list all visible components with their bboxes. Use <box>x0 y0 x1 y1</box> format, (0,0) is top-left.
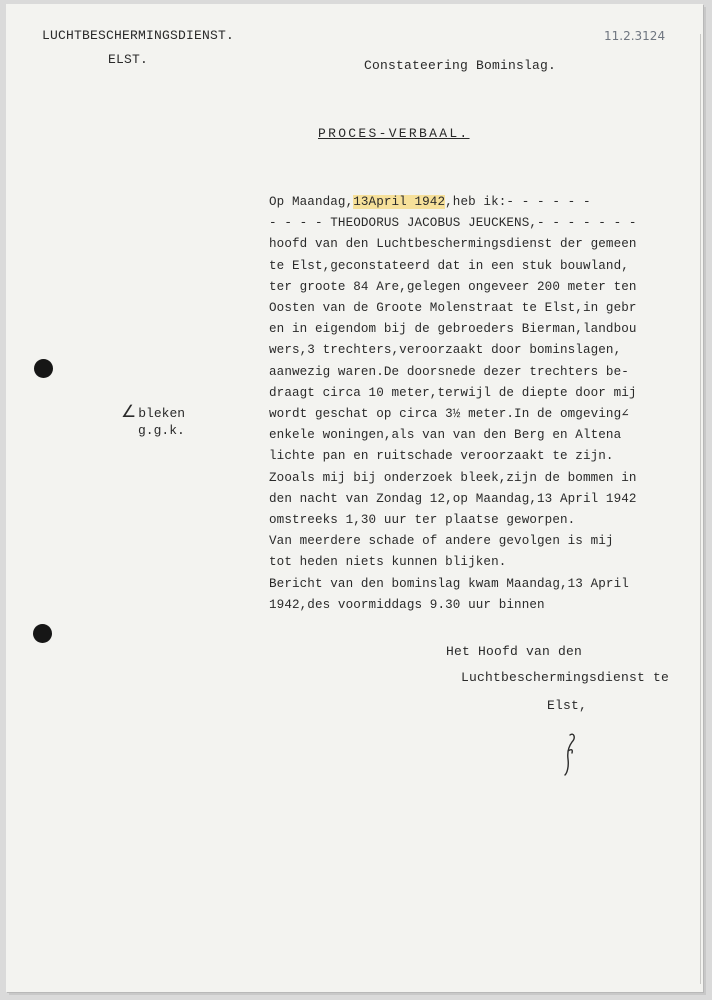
body-text: den nacht van Zondag 12,op Maandag,13 April 1942 <box>269 491 637 506</box>
signature-line2: Luchtbeschermingsdienst te <box>461 670 670 685</box>
body-line <box>269 595 699 616</box>
signature-line3: Elst, <box>547 698 588 713</box>
page-edge <box>700 34 701 984</box>
body-line <box>269 319 699 340</box>
signature-line1: Het Hoofd van den <box>446 644 583 659</box>
body-text: te Elst,geconstateerd dat in een stuk bouwland, <box>269 258 629 273</box>
insertion-mark-icon: ∠ <box>121 402 137 422</box>
body-line <box>269 574 699 595</box>
body-text: wers,3 trechters,veroorzaakt door bominslagen, <box>269 343 622 358</box>
body-text: Oosten van de Groote Molenstraat te Elst,in gebr <box>269 301 637 316</box>
body-line <box>269 234 699 255</box>
document-subject: Constateering Bominslag. <box>364 58 557 73</box>
body-text: omstreeks 1,30 uur ter plaatse geworpen. <box>269 513 576 528</box>
body-text: hoofd van den Luchtbeschermingsdienst der gemeen <box>269 237 637 252</box>
body-line <box>269 298 699 319</box>
body-text: wordt geschat op circa 3½ meter.In de omgeving∠ <box>269 407 629 422</box>
body-text: Bericht van den bominslag kwam Maandag,13 April <box>269 576 629 591</box>
body-text: en in eigendom bij de gebroeders Bierman,landbou <box>269 322 637 337</box>
body-line <box>269 256 699 277</box>
margin-note <box>121 404 185 439</box>
body-text: aanwezig waren.De doorsnede dezer trechters be- <box>269 364 629 379</box>
body-line <box>269 362 699 383</box>
punch-hole-bottom <box>33 624 52 643</box>
body-line <box>269 468 699 489</box>
margin-note-line1: bleken <box>138 406 186 421</box>
body-text: Zooals mij bij onderzoek bleek,zijn de bommen in <box>269 470 637 485</box>
body-line <box>269 446 699 467</box>
body-text: enkele woningen,als van van den Berg en Altena <box>269 428 622 443</box>
body-line <box>269 404 699 425</box>
body-text: Op Maandag, <box>269 195 354 209</box>
body-line <box>269 192 699 213</box>
body-line <box>269 425 699 446</box>
handwritten-signature <box>554 729 584 779</box>
margin-note-line2: g.g.k. <box>138 423 185 438</box>
body-line <box>269 383 699 404</box>
body-line <box>269 510 699 531</box>
document-title: PROCES-VERBAAL. <box>318 126 470 141</box>
body-text: - - - - THEODORUS JACOBUS JEUCKENS,- - - - - - - <box>269 216 637 231</box>
body-line <box>269 489 699 510</box>
body-text: draagt circa 10 meter,terwijl de diepte door mij <box>269 385 637 400</box>
document-page <box>6 4 703 992</box>
sender-name: LUCHTBESCHERMINGSDIENST. <box>42 28 235 43</box>
report-body <box>269 192 699 616</box>
archive-number: 11.2.3124 <box>604 29 666 43</box>
body-text: Van meerdere schade of andere gevolgen is mij <box>269 534 614 549</box>
body-text: ter groote 84 Are,gelegen ongeveer 200 meter ten <box>269 279 637 294</box>
body-text: lichte pan en ruitschade veroorzaakt te zijn. <box>269 449 614 464</box>
body-text: 1942,des voormiddags 9.30 uur binnen <box>269 597 545 612</box>
highlighted-date: 13April 1942 <box>353 195 446 209</box>
body-line <box>269 552 699 573</box>
body-line <box>269 277 699 298</box>
body-line <box>269 531 699 552</box>
body-line <box>269 340 699 361</box>
body-text: tot heden niets kunnen blijken. <box>269 555 507 570</box>
body-text: ,heb ik:- - - - - - <box>445 195 591 209</box>
punch-hole-top <box>34 359 53 378</box>
sender-location: ELST. <box>108 52 149 67</box>
body-line <box>269 213 699 234</box>
